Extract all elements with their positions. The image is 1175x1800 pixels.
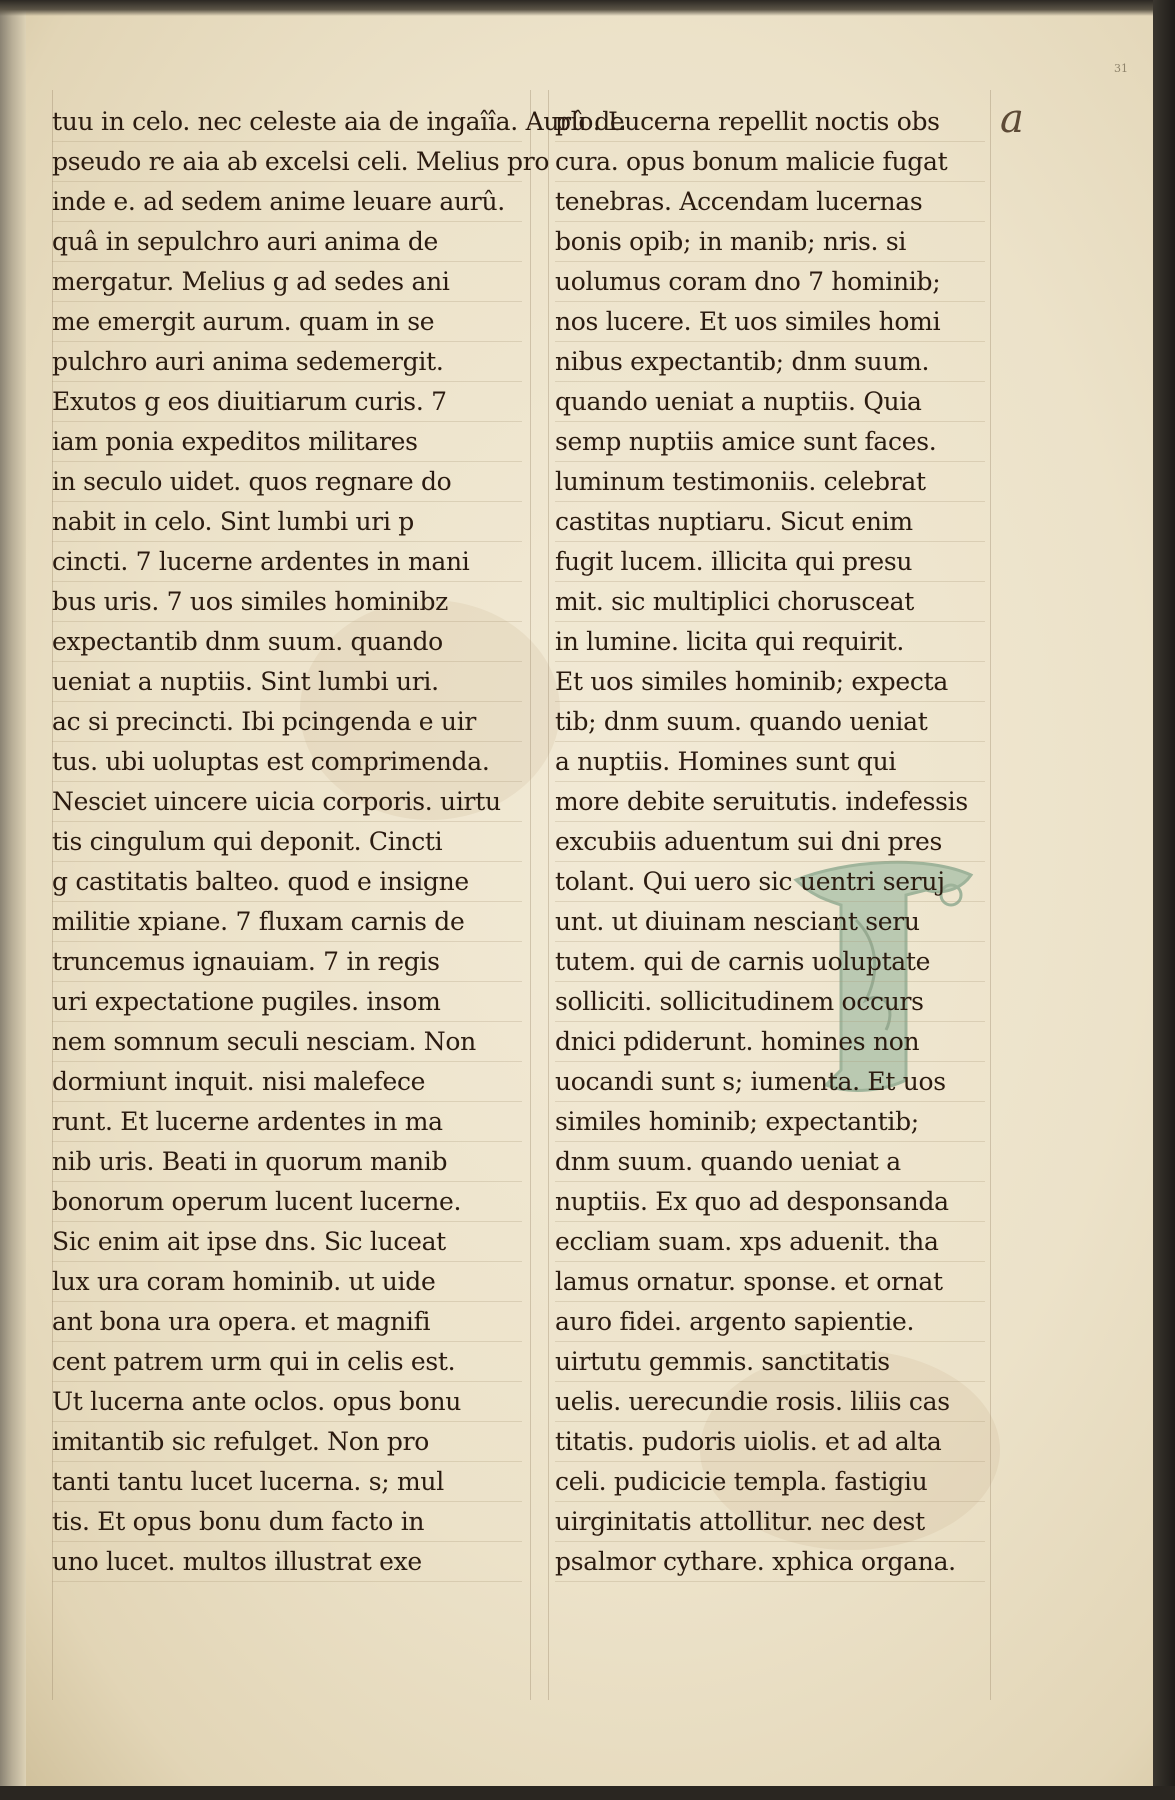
text-line: a nuptiis. Homines sunt qui — [555, 742, 985, 782]
text-line: mergatur. Melius g ad sedes ani — [52, 262, 522, 302]
right-text-column — [555, 102, 985, 1582]
text-line: psalmor cythare. xphica organa. — [555, 1542, 985, 1582]
ruling-line — [530, 90, 531, 1700]
text-line: Sic enim ait ipse dns. Sic luceat — [52, 1222, 522, 1262]
text-line: celi. pudicicie templa. fastigiu — [555, 1462, 985, 1502]
text-line: nibus expectantib; dnm suum. — [555, 342, 985, 382]
text-line: pseudo re aia ab excelsi celi. Melius pro — [52, 142, 522, 182]
text-line: pulchro auri anima sedemergit. — [52, 342, 522, 382]
text-line: in lumine. licita qui requirit. — [555, 622, 985, 662]
text-line: uno lucet. multos illustrat exe — [52, 1542, 522, 1582]
text-line: lux ura coram hominib. ut uide — [52, 1262, 522, 1302]
text-line: nuptiis. Ex quo ad desponsanda — [555, 1182, 985, 1222]
text-line: tis cingulum qui deponit. Cincti — [52, 822, 522, 862]
text-line: plo. Lucerna repellit noctis obs — [555, 102, 985, 142]
text-line: tis. Et opus bonu dum facto in — [52, 1502, 522, 1542]
text-line: tanti tantu lucet lucerna. s; mul — [52, 1462, 522, 1502]
text-line: tolant. Qui uero sic uentri seruj — [555, 862, 985, 902]
text-line: quâ in sepulchro auri anima de — [52, 222, 522, 262]
text-line: me emergit aurum. quam in se — [52, 302, 522, 342]
text-line: inde e. ad sedem anime leuare aurû. — [52, 182, 522, 222]
text-line: Ut lucerna ante oclos. opus bonu — [52, 1382, 522, 1422]
text-line: dnm suum. quando ueniat a — [555, 1142, 985, 1182]
text-line: nabit in celo. Sint lumbi uri p — [52, 502, 522, 542]
text-line: similes hominib; expectantib; — [555, 1102, 985, 1142]
text-line: tuu in celo. nec celeste aia de ingaîîa. Aurû de — [52, 102, 522, 142]
text-line: nib uris. Beati in quorum manib — [52, 1142, 522, 1182]
text-line: excubiis aduentum sui dni pres — [555, 822, 985, 862]
text-line: fugit lucem. illicita qui presu — [555, 542, 985, 582]
text-line: tutem. qui de carnis uoluptate — [555, 942, 985, 982]
text-line: uolumus coram dno 7 hominib; — [555, 262, 985, 302]
text-line: uirtutu gemmis. sanctitatis — [555, 1342, 985, 1382]
text-line: luminum testimoniis. celebrat — [555, 462, 985, 502]
page-outer-edge — [1153, 0, 1175, 1800]
binding-gutter — [0, 0, 26, 1800]
text-line: titatis. pudoris uiolis. et ad alta — [555, 1422, 985, 1462]
text-line: quando ueniat a nuptiis. Quia — [555, 382, 985, 422]
text-line: iam ponia expeditos militares — [52, 422, 522, 462]
text-line: mit. sic multiplici chorusceat — [555, 582, 985, 622]
text-line: uelis. uerecundie rosis. liliis cas — [555, 1382, 985, 1422]
text-line: Exutos g eos diuitiarum curis. 7 — [52, 382, 522, 422]
text-line: tib; dnm suum. quando ueniat — [555, 702, 985, 742]
text-line: solliciti. sollicitudinem occurs — [555, 982, 985, 1022]
margin-note: a — [1000, 96, 1024, 142]
page-bottom-edge — [0, 1786, 1175, 1800]
text-line: cent patrem urm qui in celis est. — [52, 1342, 522, 1382]
text-line: more debite seruitutis. indefessis — [555, 782, 985, 822]
text-line: expectantib dnm suum. quando — [52, 622, 522, 662]
text-line: imitantib sic refulget. Non pro — [52, 1422, 522, 1462]
text-line: nos lucere. Et uos similes homi — [555, 302, 985, 342]
ruling-line — [548, 90, 549, 1700]
text-line: tus. ubi uoluptas est comprimenda. — [52, 742, 522, 782]
text-line: Et uos similes hominib; expecta — [555, 662, 985, 702]
text-line: ac si precincti. Ibi pcingenda e uir — [52, 702, 522, 742]
text-line: tenebras. Accendam lucernas — [555, 182, 985, 222]
page-top-edge — [0, 0, 1175, 16]
left-text-column — [52, 102, 625, 1582]
text-line: runt. Et lucerne ardentes in ma — [52, 1102, 522, 1142]
text-line: truncemus ignauiam. 7 in regis — [52, 942, 522, 982]
text-line: dnici pdiderunt. homines non — [555, 1022, 985, 1062]
text-line: lamus ornatur. sponse. et ornat — [555, 1262, 985, 1302]
text-line: unt. ut diuinam nesciant seru — [555, 902, 985, 942]
text-line: g castitatis balteo. quod e insigne — [52, 862, 522, 902]
text-line: ueniat a nuptiis. Sint lumbi uri. — [52, 662, 522, 702]
text-line: bus uris. 7 uos similes hominibz — [52, 582, 522, 622]
text-line: dormiunt inquit. nisi malefece — [52, 1062, 522, 1102]
folio-number: 31 — [1114, 62, 1128, 75]
text-line: uocandi sunt s; iumenta. Et uos — [555, 1062, 985, 1102]
text-line: nem somnum seculi nesciam. Non — [52, 1022, 522, 1062]
text-line: militie xpiane. 7 fluxam carnis de — [52, 902, 522, 942]
text-line: Nesciet uincere uicia corporis. uirtu — [52, 782, 522, 822]
text-line: ant bona ura opera. et magnifi — [52, 1302, 522, 1342]
text-line: uri expectatione pugiles. insom — [52, 982, 522, 1022]
text-line: castitas nuptiaru. Sicut enim — [555, 502, 985, 542]
text-line: cincti. 7 lucerne ardentes in mani — [52, 542, 522, 582]
text-line: auro fidei. argento sapientie. — [555, 1302, 985, 1342]
text-line: eccliam suam. xps aduenit. tha — [555, 1222, 985, 1262]
text-line: bonorum operum lucent lucerne. — [52, 1182, 522, 1222]
text-line: in seculo uidet. quos regnare do — [52, 462, 522, 502]
text-line: semp nuptiis amice sunt faces. — [555, 422, 985, 462]
text-line: cura. opus bonum malicie fugat — [555, 142, 985, 182]
text-line: bonis opib; in manib; nris. si — [555, 222, 985, 262]
text-line: uirginitatis attollitur. nec dest — [555, 1502, 985, 1542]
